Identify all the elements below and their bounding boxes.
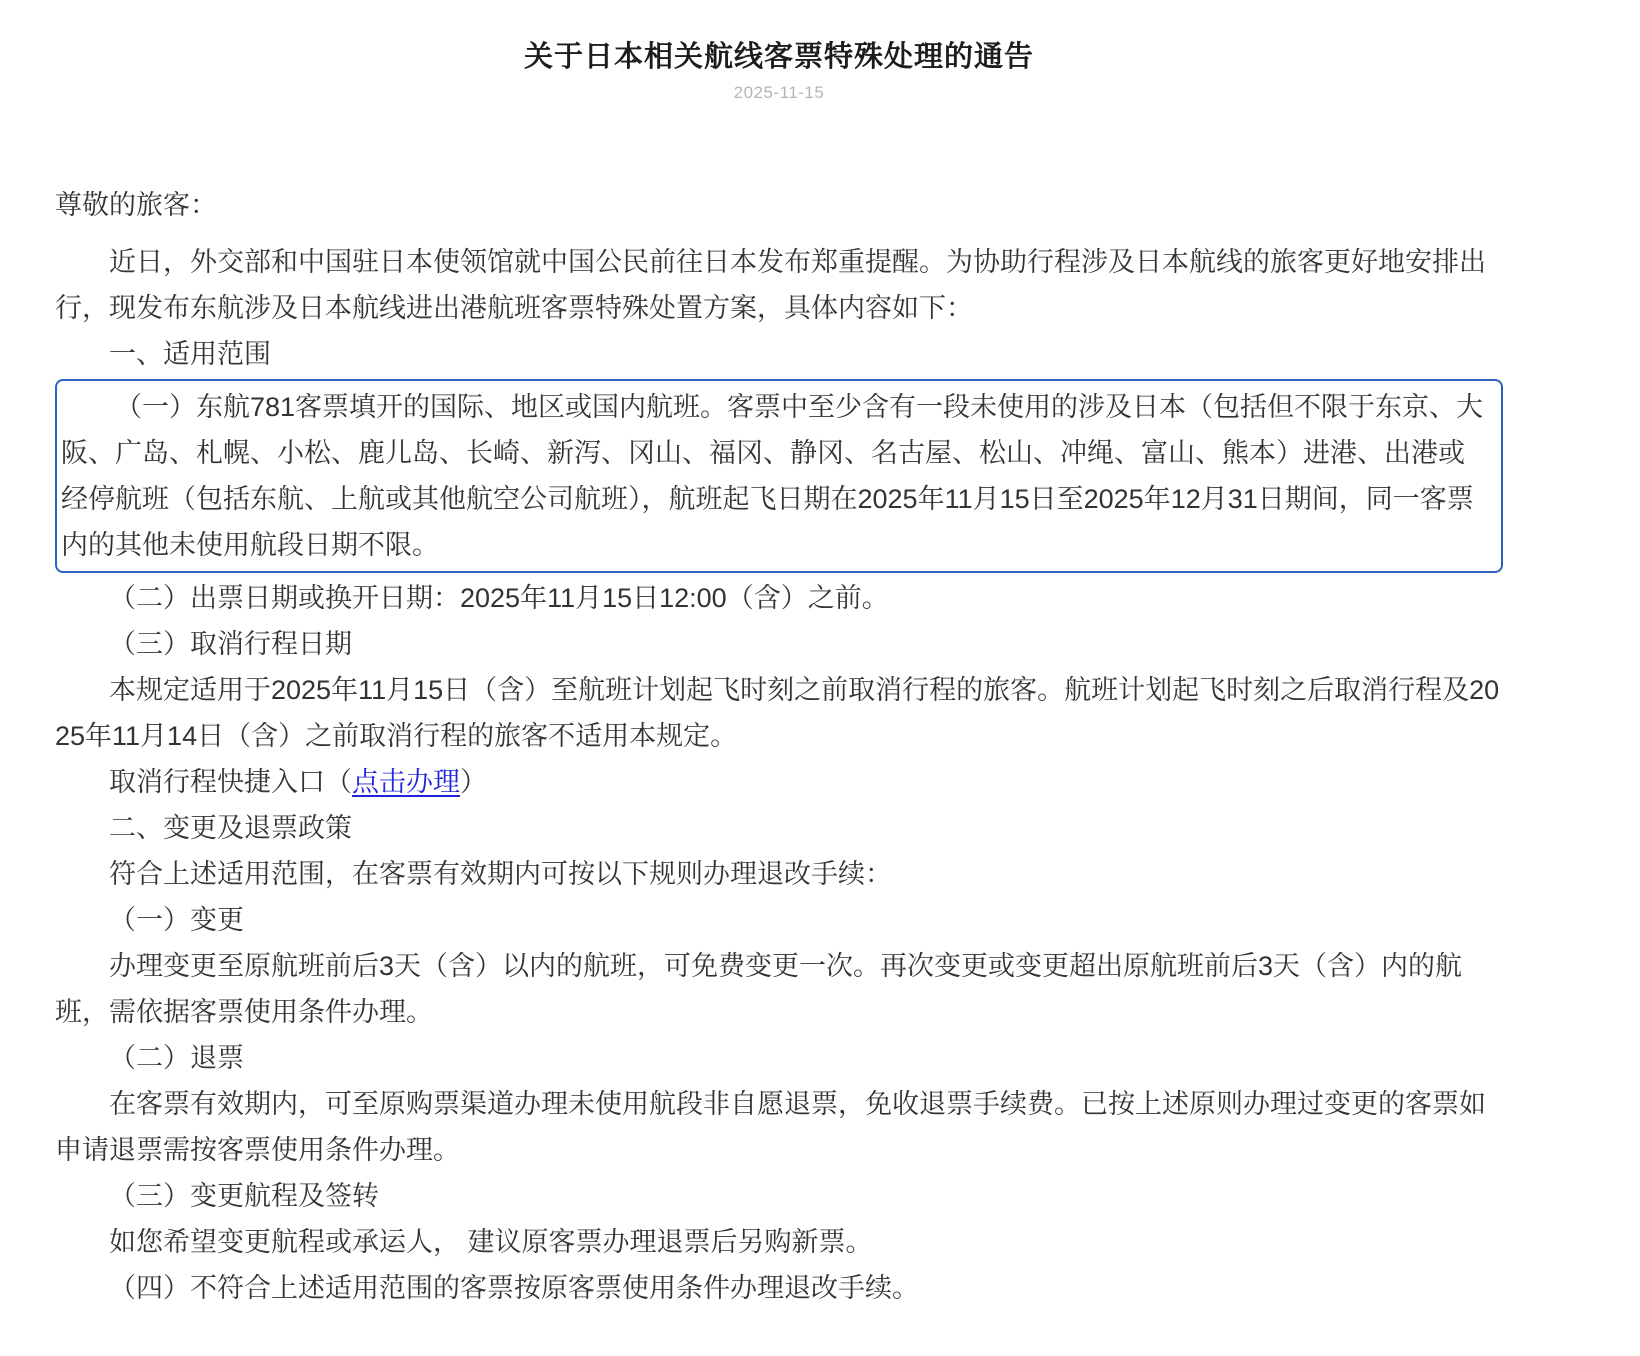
page-title: 关于日本相关航线客票特殊处理的通告 [523, 41, 1034, 73]
policy-item-3-text: 如您希望变更航程或承运人， 建议原客票办理退票后另购新票。 [109, 1227, 873, 1257]
policy-item-1-heading: （一）变更 [109, 905, 244, 935]
policy-intro: 符合上述适用范围，在客票有效期内可按以下规则办理退改手续： [109, 859, 892, 889]
section1-heading: 一、适用范围 [109, 339, 271, 369]
policy-item-3-heading: （三）变更航程及签转 [109, 1181, 379, 1211]
policy-item-2-text: 在客票有效期内，可至原购票渠道办理未使用航段非自愿退票，免收退票手续费。已按上述原则办理过变更的客票如申请退票需按客票使用条件办理。 [55, 1089, 1486, 1165]
cancel-entry-line [55, 759, 1503, 805]
section2-heading: 二、变更及退票政策 [109, 813, 352, 843]
scope-item-3: （三）取消行程日期 [109, 629, 352, 659]
intro-paragraph: 近日，外交部和中国驻日本使领馆就中国公民前往日本发布郑重提醒。为协助行程涉及日本航线的旅客更好地安排出行，现发布东航涉及日本航线进出港航班客票特殊处置方案，具体内容如下： [55, 247, 1486, 323]
policy-item-4: （四）不符合上述适用范围的客票按原客票使用条件办理退改手续。 [109, 1273, 919, 1303]
cancel-entry-prefix: 取消行程快捷入口（ [109, 767, 352, 797]
cancel-entry-link[interactable]: 点击办理 [352, 767, 460, 797]
policy-item-2-heading: （二）退票 [109, 1043, 244, 1073]
scope-item-2: （二）出票日期或换开日期：2025年11月15日12:00（含）之前。 [109, 583, 889, 613]
scope-item-1: （一）东航781客票填开的国际、地区或国内航班。客票中至少含有一段未使用的涉及日本（包括但不限于东京、大阪、广岛、札幌、小松、鹿儿岛、长崎、新泻、冈山、福冈、静冈、名古屋、松山、冲绳、富山、熊本）进港、出港或经停航班（包括东航、上航或其他航空公司航班），航班起飞日期在2025年11月15日至2025年12月31日期间，同一客票内的其他未使用航段日期不限。 [61, 392, 1484, 560]
publish-date: 2025-11-15 [733, 83, 825, 102]
policy-item-1-text: 办理变更至原航班前后3天（含）以内的航班，可免费变更一次。再次变更或变更超出原航班前后3天（含）内的航班，需依据客票使用条件办理。 [55, 951, 1463, 1027]
notice-body [55, 182, 1503, 1311]
cancel-entry-suffix: ） [460, 767, 487, 797]
salutation: 尊敬的旅客： [55, 190, 217, 220]
scope-highlight-box [55, 379, 1503, 573]
cancel-rule-paragraph: 本规定适用于2025年11月15日（含）至航班计划起飞时刻之前取消行程的旅客。航班计划起飞时刻之后取消行程及2025年11月14日（含）之前取消行程的旅客不适用本规定。 [55, 675, 1500, 751]
notice-page [55, 0, 1503, 1311]
